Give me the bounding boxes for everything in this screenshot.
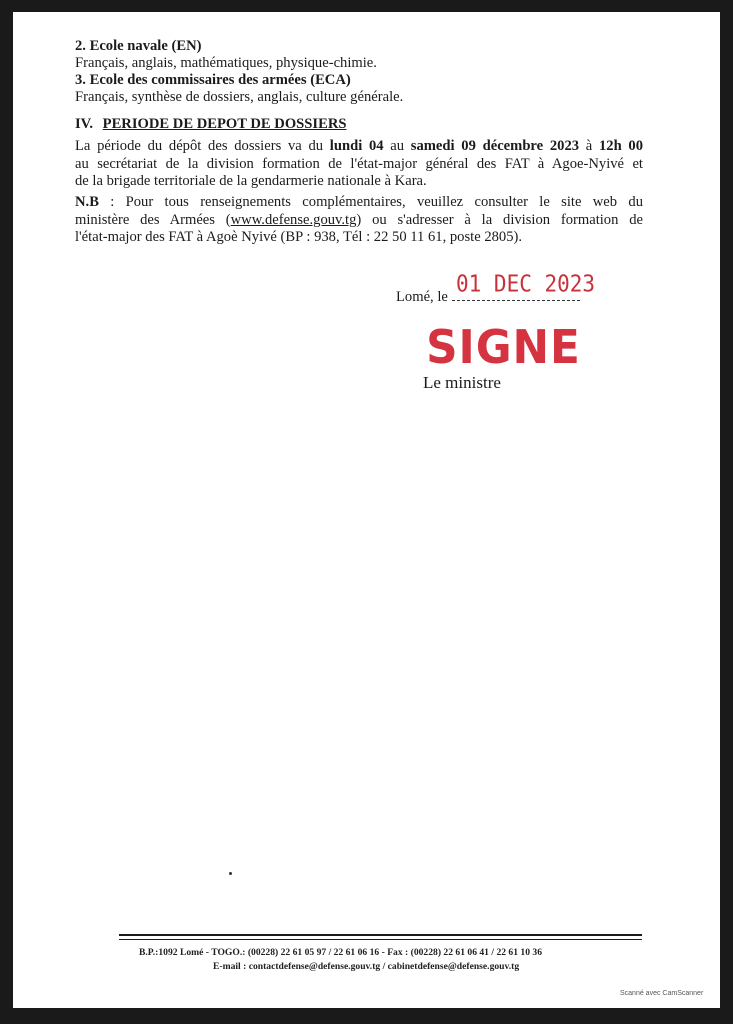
eca-subjects: Français, synthèse de dossiers, anglais, culture générale.	[75, 89, 404, 105]
scanner-watermark: Scanné avec CamScanner	[620, 990, 704, 997]
footer-rule-thick	[119, 934, 642, 936]
footer-rule-thin	[119, 939, 642, 940]
depot-section-title: PERIODE DE DEPOT DE DOSSIERS	[102, 116, 347, 132]
signature-place-label: Lomé, le	[396, 289, 448, 305]
depot-section-heading	[75, 116, 347, 133]
depot-start-date: lundi 04	[329, 138, 384, 154]
footer-email-line: E-mail : contactdefense@defense.gouv.tg / cabinetdefense@defense.gouv.tg	[213, 961, 520, 972]
website-link[interactable]: www.defense.gouv.tg	[230, 212, 357, 228]
en-heading: 2. Ecole navale (EN)	[75, 38, 202, 54]
depot-line-1	[75, 137, 643, 155]
depot-end-date: samedi 09 décembre 2023	[410, 138, 580, 154]
document-page	[13, 12, 720, 1008]
depot-line-2: au secrétariat de la division formation de l'état-major général des FAT à Agoe-Nyivé et	[75, 156, 643, 172]
depot-text: à	[579, 138, 599, 154]
nb-text: ministère des Armées (	[75, 212, 231, 228]
ink-speck	[229, 872, 232, 875]
date-stamp: 01 DEC 2023	[456, 271, 596, 297]
nb-line-3: l'état-major des FAT à Agoè Nyivé (BP : 938, Tél : 22 50 11 61, poste 2805).	[75, 229, 523, 245]
depot-end-time: 12h 00	[598, 138, 643, 154]
depot-section-number: IV.	[75, 116, 93, 132]
en-subjects: Français, anglais, mathématiques, physique-chimie.	[75, 55, 377, 71]
depot-text: au	[383, 138, 411, 154]
nb-text: ) ou s'adresser à la division formation de	[356, 212, 643, 228]
eca-heading: 3. Ecole des commissaires des armées (ECA)	[75, 72, 351, 88]
nb-label: N.B	[75, 194, 99, 210]
depot-line-3: de la brigade territoriale de la gendarmerie nationale à Kara.	[75, 173, 427, 189]
depot-text: La période du dépôt des dossiers va du	[75, 138, 330, 154]
nb-line-1	[75, 193, 643, 211]
signed-stamp: SIGNE	[426, 320, 581, 374]
footer-contact-line: B.P.:1092 Lomé - TOGO.: (00228) 22 61 05 97 / 22 61 06 16 - Fax : (00228) 22 61 06 41 / 22 61 10 36	[139, 947, 543, 958]
nb-line-2	[75, 211, 643, 229]
signatory-title: Le ministre	[423, 373, 501, 392]
nb-text: : Pour tous renseignements complémentaires, veuillez consulter le site web du	[98, 194, 643, 210]
